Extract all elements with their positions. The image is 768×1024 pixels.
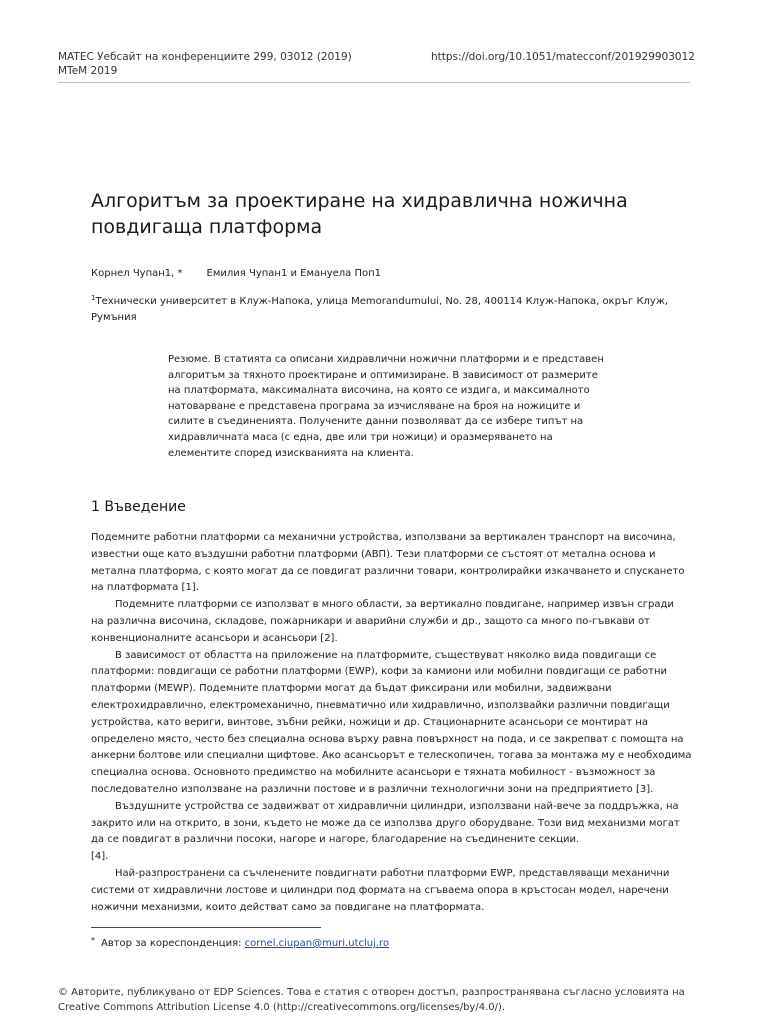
body-line: на платформата [1]. — [91, 582, 199, 594]
body-line: В зависимост от областта на приложение на платформите, съществуват няколко вида повдигащи се — [115, 649, 657, 661]
body-line: Въздушните устройства се задвижват от хидравлични цилиндри, използвани най-вече за поддръжка, на — [115, 800, 679, 812]
body-line: устройства, като вериги, винтове, зъбни рейки, ножици и др. Стационарните асансьори се монтират на — [91, 716, 648, 728]
body-line: Най-разпространени са съчленените повдигнати работни платформи EWP, представляващи механични — [115, 867, 670, 879]
body-line: [4]. — [91, 851, 109, 863]
author-1: Корнел Чупан1, * — [91, 268, 183, 279]
author-2: Емилия Чупан1 и Емануела Поп1 — [206, 268, 382, 279]
body-line: метална платформа, с която могат да се повдигат различни товари, контролирайки изкачването и спускането — [91, 565, 685, 577]
body-line: конвенционалните асансьори и асансьори [2]. — [91, 632, 338, 644]
license-statement: © Авторите, публикувано от EDP Sciences. Това е статия с отворен достъп, разпространявана съгласно условията на Creative Commons Attribution License 4.0 (http://creativecommons.org/licenses/by/4.0/). — [58, 987, 685, 1013]
footnote-divider — [91, 927, 321, 928]
body-line: анкерни болтове или специални щифтове. Ако асансьорът е телескопичен, тогава за монтажа му е необходима — [91, 750, 692, 762]
abstract-line: алгоритъм за тяхното проектиране и оптимизиране. В зависимост от размерите — [168, 369, 598, 381]
body-line: последователно използване на различни постове и в различни технологични зони на предприятието [3]. — [91, 783, 654, 795]
body-text — [91, 530, 691, 916]
body-line: да се повдигат в различни посоки, нагоре и нагоре, благодарение на съединените секции. — [91, 834, 580, 846]
affiliation-marker: 1 — [91, 294, 96, 302]
body-line: Подемните платформи се използват в много области, за вертикално повдигане, например извън сгради — [115, 599, 674, 611]
section-heading: 1 Въведение — [91, 499, 186, 515]
body-line: платформи: повдигащи се работни платформи (EWP), кофи за камиони или мобилни повдигащи се работни — [91, 666, 668, 678]
abstract-line: хидравличната маса (с една, две или три ножици) и оразмеряването на — [168, 431, 553, 443]
body-line: системи от хидравлични лостове и цилиндри под формата на сгъваема опора в кръстосан модел, наречени — [91, 884, 669, 896]
author-email-link[interactable]: cornel.ciupan@muri.utcluj.ro — [244, 938, 390, 949]
journal-header — [58, 50, 352, 78]
footnote — [91, 934, 389, 951]
paper-title: Алгоритъм за проектиране на хидравлична ножична повдигаща платформа — [91, 190, 628, 238]
abstract-line: елементите според изискванията на клиента. — [168, 447, 414, 459]
abstract-line: натоварване е представена програма за изчисляване на броя на ножиците и — [168, 400, 581, 412]
affiliation — [91, 290, 681, 326]
body-line: платформи (MEWP). Подемните платформи могат да бъдат фиксирани или мобилни, задвижвани — [91, 683, 612, 695]
body-line: електрохидравлично, електромеханично, пневматично или хидравлично, използвайки различни повдигащи — [91, 699, 670, 711]
body-line: ножични механизми, които действат само за повдигане на платформата. — [91, 901, 485, 913]
body-line: известни още като въздушни работни платформи (АВП). Тези платформи се състоят от метална основа и — [91, 548, 656, 560]
body-line: Подемните работни платформи са механични устройства, използвани за вертикален транспорт на височина, — [91, 532, 676, 543]
affiliation-text: Технически университет в Клуж-Напока, улица Memorandumului, No. 28, 400114 Клуж-Напока, окръг Клуж, Румъния — [91, 296, 669, 323]
author-list — [91, 267, 381, 281]
body-line: закрито или на открито, в зони, където не може да се използва друго оборудване. Този вид механизми могат — [91, 817, 680, 829]
footnote-label: Автор за кореспонденция: — [101, 938, 245, 949]
journal-citation: MATEC Уебсайт на конференциите 299, 03012 (2019) — [58, 51, 352, 63]
abstract-line: Резюме. В статията са описани хидравлични ножични платформи и е представен — [168, 354, 604, 365]
body-line: специална основа. Основното предимство на мобилните асансьори е тяхната мобилност - възможност за — [91, 767, 656, 779]
abstract-line: на платформата, максималната височина, на която се издига, и максималното — [168, 385, 590, 397]
doi-link[interactable]: https://doi.org/10.1051/matecconf/201929903012 — [431, 51, 695, 63]
abstract-line: силите в съединенията. Получените данни позволяват да се избере типът на — [168, 416, 584, 428]
body-line: на различна височина, складове, пожарникари и аварийни служби и др., защото са много по-гъвкави от — [91, 615, 650, 627]
abstract — [168, 352, 608, 461]
conference-name: MTeM 2019 — [58, 65, 118, 77]
footnote-marker: * — [91, 936, 95, 945]
header-divider — [58, 82, 690, 83]
body-line: определено място, често без специална основа върху равна повърхност на пода, и се закрепват с помощта на — [91, 733, 684, 745]
